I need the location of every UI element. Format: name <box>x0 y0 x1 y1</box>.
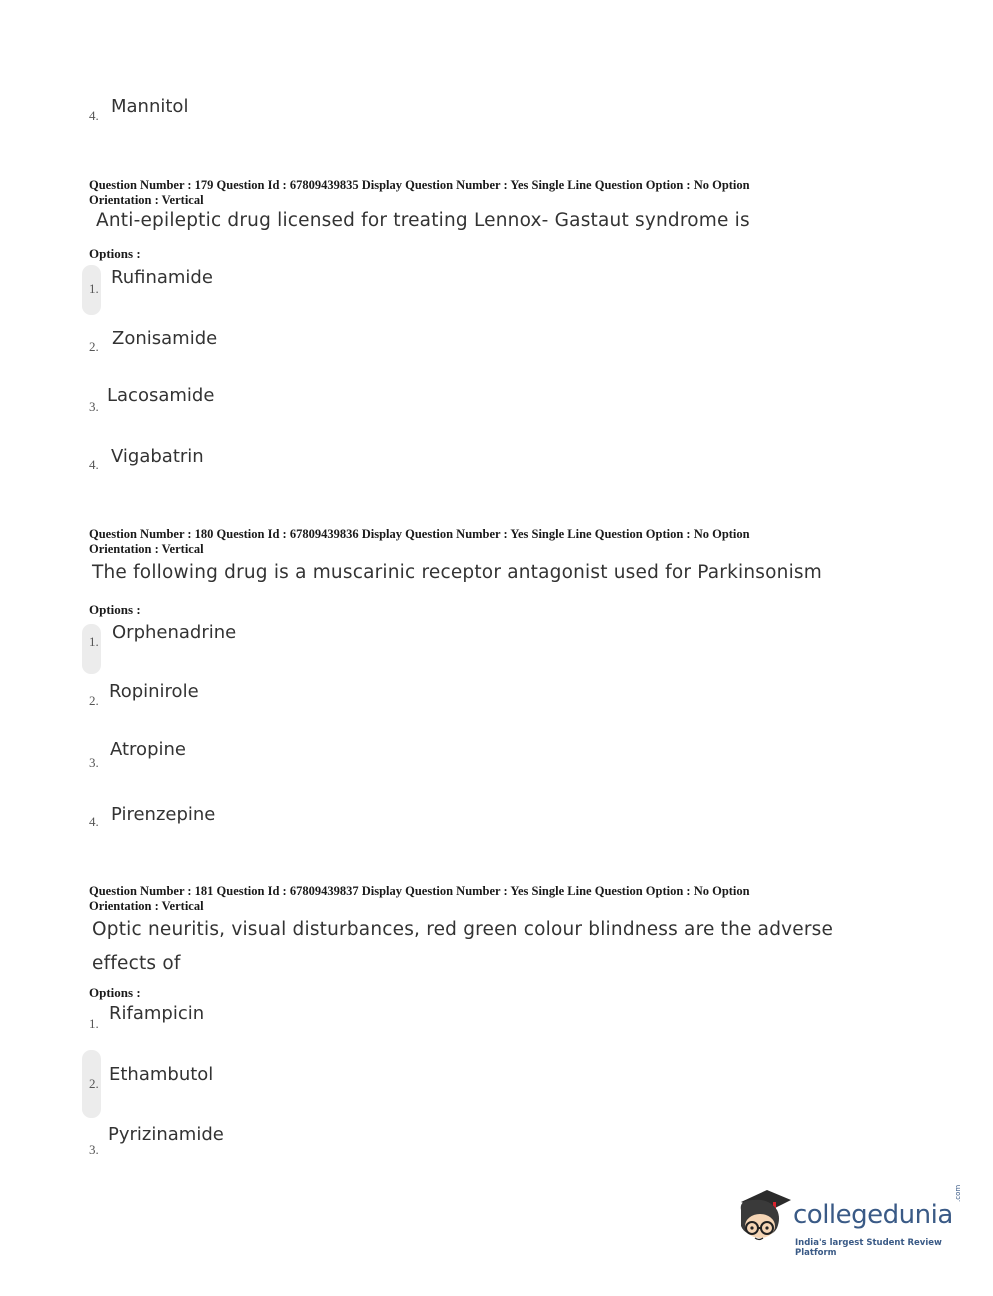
question-meta-line: Question Number : 180 Question Id : 67809439836 Display Question Number : Yes Single Line Question Option : No Option <box>89 527 750 541</box>
option-text[interactable]: Orphenadrine <box>112 622 237 643</box>
question-text: The following drug is a muscarinic receptor antagonist used for Parkinsonism <box>92 562 822 583</box>
option-number: 1. <box>89 634 99 649</box>
option-number: 2. <box>89 1076 99 1091</box>
option-text[interactable]: Ethambutol <box>109 1064 214 1085</box>
option-number: 3. <box>89 755 99 770</box>
option-text[interactable]: Mannitol <box>111 96 189 117</box>
question-meta <box>89 527 889 556</box>
option-number: 1. <box>89 281 99 296</box>
logo-wordmark: collegedunia <box>793 1200 953 1230</box>
options-label: Options : <box>89 602 141 617</box>
option-number: 2. <box>89 693 99 708</box>
question-text: Anti-epileptic drug licensed for treating Lennox- Gastaut syndrome is <box>96 210 750 231</box>
logo-suffix: .com <box>954 1184 962 1202</box>
option-text[interactable]: Vigabatrin <box>111 446 204 467</box>
option-number: 1. <box>89 1016 99 1031</box>
question-meta-line: Question Number : 181 Question Id : 67809439837 Display Question Number : Yes Single Line Question Option : No Option <box>89 884 750 898</box>
question-text: effects of <box>92 953 181 974</box>
option-text[interactable]: Rufinamide <box>111 267 213 288</box>
option-number: 2. <box>89 339 99 354</box>
option-number: 4. <box>89 814 99 829</box>
options-label: Options : <box>89 246 141 261</box>
question-meta-line: Orientation : Vertical <box>89 192 204 207</box>
option-text[interactable]: Pyrizinamide <box>108 1124 224 1145</box>
question-meta <box>89 884 889 913</box>
option-text[interactable]: Rifampicin <box>109 1003 205 1024</box>
option-text[interactable]: Atropine <box>110 739 186 760</box>
question-meta-line: Question Number : 179 Question Id : 67809439835 Display Question Number : Yes Single Line Question Option : No Option <box>89 178 750 192</box>
option-number: 4. <box>89 457 99 472</box>
options-label: Options : <box>89 985 141 1000</box>
option-number: 4. <box>89 108 99 123</box>
collegedunia-logo[interactable] <box>733 1184 963 1258</box>
logo-tagline: India's largest Student Review Platform <box>795 1238 942 1258</box>
question-meta-line: Orientation : Vertical <box>89 898 204 913</box>
mascot-icon <box>733 1188 793 1258</box>
option-text[interactable]: Ropinirole <box>109 681 199 702</box>
question-meta <box>89 178 889 207</box>
option-text[interactable]: Lacosamide <box>107 385 215 406</box>
option-number: 3. <box>89 399 99 414</box>
question-meta-line: Orientation : Vertical <box>89 541 204 556</box>
option-text[interactable]: Zonisamide <box>112 328 218 349</box>
option-number: 3. <box>89 1142 99 1157</box>
option-text[interactable]: Pirenzepine <box>111 804 216 825</box>
question-text: Optic neuritis, visual disturbances, red green colour blindness are the adverse <box>92 919 834 940</box>
